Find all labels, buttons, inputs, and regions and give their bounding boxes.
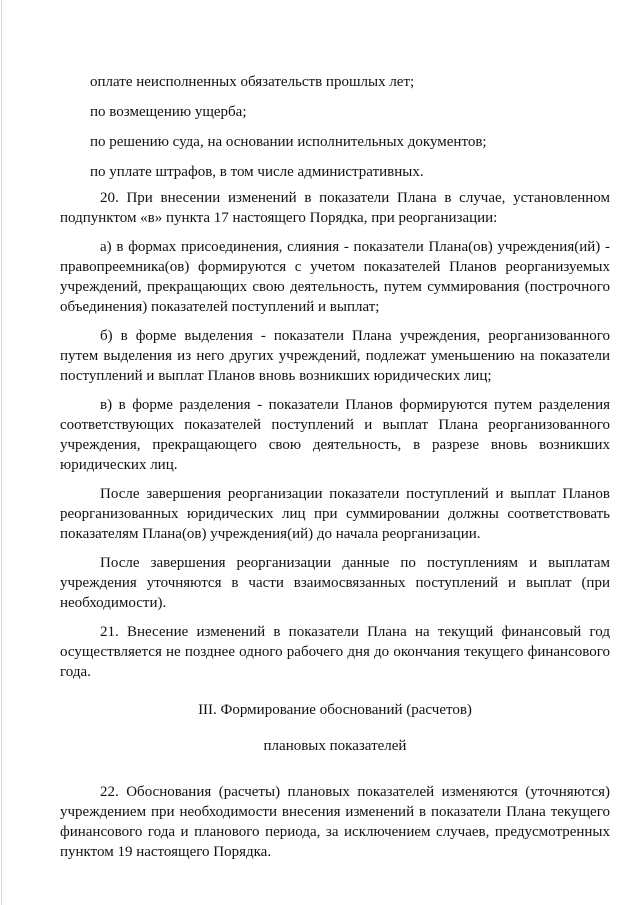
list-item: по уплате штрафов, в том числе административных.	[90, 164, 424, 180]
section-heading-line-1: III. Формирование обоснований (расчетов)	[198, 702, 472, 718]
document-body-main	[60, 188, 610, 862]
paragraph-after-reorg-2: После завершения реорганизации данные по поступлениям и выплатам учреждения уточняются в части взаимосвязанных поступлений и выплат (при необходимости).	[60, 555, 610, 611]
document-body	[90, 72, 610, 192]
paragraph-21: 21. Внесение изменений в показатели Плана на текущий финансовый год осуществляется не позднее одного рабочего дня до окончания текущего финансового года.	[60, 624, 610, 680]
list-item: по решению суда, на основании исполнительных документов;	[90, 134, 487, 150]
paragraph-22: 22. Обоснования (расчеты) плановых показателей изменяются (уточняются) учреждением при необходимости внесения изменений в показатели Плана текущего финансового года и планового периода, за исключением случаев, предусмотренных пунктом 19 настоящего Порядка.	[60, 784, 610, 860]
paragraph-after-reorg-1: После завершения реорганизации показатели поступлений и выплат Планов реорганизованных юридических лиц при суммировании должны соответствовать показателям Плана(ов) учреждения(ий) до начала реорганизации.	[60, 486, 610, 542]
scan-edge-line	[1, 0, 2, 905]
paragraph-20: 20. При внесении изменений в показатели Плана в случае, установленном подпунктом «в» пункта 17 настоящего Порядка, при реорганизации:	[60, 190, 610, 226]
section-heading-line-2: плановых показателей	[263, 738, 407, 754]
list-item: оплате неисполненных обязательств прошлых лет;	[90, 74, 415, 90]
paragraph-20b: б) в форме выделения - показатели Плана учреждения, реорганизованного путем выделения из него других учреждений, подлежат уменьшению на показатели поступлений и выплат Планов вновь возникших юридических лиц;	[60, 328, 610, 384]
list-item: по возмещению ущерба;	[90, 104, 247, 120]
paragraph-20a: а) в формах присоединения, слияния - показатели Плана(ов) учреждения(ий) - правопреемника(ов) формируются с учетом показателей Планов реорганизуемых учреждений, прекращающих свою деятельность, путем суммирования (построчного объединения) показателей поступлений и выплат;	[60, 239, 610, 315]
paragraph-20v: в) в форме разделения - показатели Планов формируются путем разделения соответствующих показателей поступлений и выплат Плана реорганизованного учреждения, прекращающего свою деятельность, в разрезе вновь возникших юридических лиц.	[60, 397, 610, 473]
